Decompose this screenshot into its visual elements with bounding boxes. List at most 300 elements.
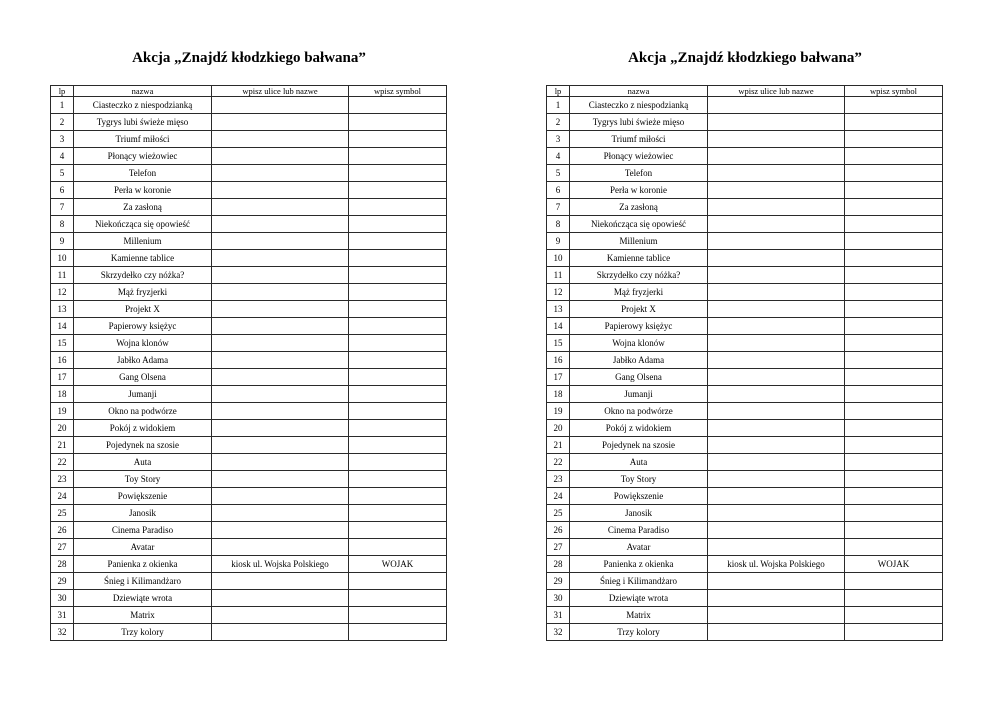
table-row	[547, 488, 943, 505]
street-answer-cell[interactable]	[212, 182, 349, 199]
row-number-cell: 13	[51, 301, 74, 318]
row-name-cell: Jabłko Adama	[74, 352, 212, 369]
symbol-answer-cell[interactable]	[845, 284, 943, 301]
street-answer-cell[interactable]	[212, 488, 349, 505]
table-row	[51, 267, 447, 284]
row-name-cell: Papierowy księżyc	[570, 318, 708, 335]
row-name-cell: Telefon	[570, 165, 708, 182]
row-name-cell: Auta	[74, 454, 212, 471]
row-name-cell: Tygrys lubi świeże mięso	[570, 114, 708, 131]
street-answer-cell[interactable]	[212, 539, 349, 556]
table-row	[51, 199, 447, 216]
symbol-answer-cell[interactable]	[349, 471, 447, 488]
symbol-answer-cell[interactable]	[845, 437, 943, 454]
row-number-cell: 1	[51, 97, 74, 114]
table-row	[51, 284, 447, 301]
street-answer-cell[interactable]	[212, 131, 349, 148]
street-answer-cell[interactable]	[708, 267, 845, 284]
table-row	[51, 352, 447, 369]
row-number-cell: 7	[547, 199, 570, 216]
row-name-cell: Powiększenie	[74, 488, 212, 505]
row-number-cell: 8	[51, 216, 74, 233]
row-name-cell: Jumanji	[74, 386, 212, 403]
symbol-answer-cell[interactable]: WOJAK	[349, 556, 447, 573]
table-row	[547, 454, 943, 471]
table-row	[51, 335, 447, 352]
symbol-answer-cell[interactable]	[349, 624, 447, 641]
table-row	[547, 403, 943, 420]
symbol-answer-cell[interactable]	[349, 607, 447, 624]
table-row	[51, 97, 447, 114]
street-answer-cell[interactable]	[708, 199, 845, 216]
table-row	[547, 148, 943, 165]
worksheet-title: Akcja „Znajdź kłodzkiego bałwana”	[628, 50, 862, 66]
street-answer-cell[interactable]	[212, 437, 349, 454]
row-number-cell: 19	[51, 403, 74, 420]
row-name-cell: Panienka z okienka	[570, 556, 708, 573]
table-row	[547, 131, 943, 148]
symbol-answer-cell[interactable]	[845, 352, 943, 369]
symbol-answer-cell[interactable]	[349, 114, 447, 131]
header-street: wpisz ulice lub nazwe	[212, 86, 349, 97]
row-name-cell: Kamienne tablice	[570, 250, 708, 267]
street-answer-cell[interactable]	[212, 573, 349, 590]
row-name-cell: Tygrys lubi świeże mięso	[74, 114, 212, 131]
row-number-cell: 20	[547, 420, 570, 437]
street-answer-cell[interactable]	[212, 607, 349, 624]
table-row	[51, 488, 447, 505]
table-row	[547, 114, 943, 131]
row-name-cell: Okno na podwórze	[570, 403, 708, 420]
street-answer-cell[interactable]	[212, 369, 349, 386]
symbol-answer-cell[interactable]	[349, 369, 447, 386]
row-name-cell: Skrzydełko czy nóżka?	[570, 267, 708, 284]
table-row	[51, 403, 447, 420]
header-name: nazwa	[570, 86, 708, 97]
symbol-answer-cell[interactable]	[845, 505, 943, 522]
row-name-cell: Toy Story	[74, 471, 212, 488]
row-name-cell: Janosik	[570, 505, 708, 522]
table-row	[51, 590, 447, 607]
symbol-answer-cell[interactable]	[349, 335, 447, 352]
symbol-answer-cell[interactable]	[349, 233, 447, 250]
row-number-cell: 2	[51, 114, 74, 131]
street-answer-cell[interactable]	[708, 182, 845, 199]
symbol-answer-cell[interactable]	[349, 573, 447, 590]
table-row	[547, 573, 943, 590]
street-answer-cell[interactable]	[708, 284, 845, 301]
street-answer-cell[interactable]	[212, 505, 349, 522]
street-answer-cell[interactable]	[212, 403, 349, 420]
symbol-answer-cell[interactable]	[349, 539, 447, 556]
symbol-answer-cell[interactable]	[349, 403, 447, 420]
row-name-cell: Telefon	[74, 165, 212, 182]
symbol-answer-cell[interactable]	[845, 165, 943, 182]
table-row	[51, 233, 447, 250]
row-number-cell: 15	[51, 335, 74, 352]
symbol-answer-cell[interactable]	[845, 97, 943, 114]
table-row	[547, 471, 943, 488]
row-number-cell: 5	[547, 165, 570, 182]
street-answer-cell[interactable]	[212, 318, 349, 335]
symbol-answer-cell[interactable]	[845, 573, 943, 590]
row-name-cell: Auta	[570, 454, 708, 471]
row-number-cell: 25	[547, 505, 570, 522]
row-name-cell: Toy Story	[570, 471, 708, 488]
table-row	[547, 386, 943, 403]
table-body	[51, 97, 447, 641]
row-number-cell: 3	[547, 131, 570, 148]
table-row	[51, 539, 447, 556]
row-number-cell: 1	[547, 97, 570, 114]
symbol-answer-cell[interactable]	[845, 369, 943, 386]
street-answer-cell[interactable]	[708, 471, 845, 488]
row-number-cell: 4	[547, 148, 570, 165]
street-answer-cell[interactable]	[708, 624, 845, 641]
row-name-cell: Jabłko Adama	[570, 352, 708, 369]
row-name-cell: Trzy kolory	[570, 624, 708, 641]
street-answer-cell[interactable]	[708, 97, 845, 114]
row-name-cell: Matrix	[570, 607, 708, 624]
symbol-answer-cell[interactable]	[845, 607, 943, 624]
row-number-cell: 24	[547, 488, 570, 505]
row-name-cell: Okno na podwórze	[74, 403, 212, 420]
table-row	[51, 437, 447, 454]
street-answer-cell[interactable]	[708, 216, 845, 233]
symbol-answer-cell[interactable]	[845, 182, 943, 199]
symbol-answer-cell[interactable]	[845, 267, 943, 284]
row-name-cell: Kamienne tablice	[74, 250, 212, 267]
symbol-answer-cell[interactable]	[349, 267, 447, 284]
table-row	[51, 420, 447, 437]
street-answer-cell[interactable]	[212, 97, 349, 114]
row-name-cell: Wojna klonów	[74, 335, 212, 352]
symbol-answer-cell[interactable]	[845, 233, 943, 250]
row-name-cell: Płonący wieżowiec	[570, 148, 708, 165]
table-row	[51, 165, 447, 182]
row-number-cell: 31	[547, 607, 570, 624]
symbol-answer-cell[interactable]	[349, 505, 447, 522]
row-name-cell: Perła w koronie	[74, 182, 212, 199]
row-number-cell: 32	[547, 624, 570, 641]
row-name-cell: Avatar	[570, 539, 708, 556]
street-answer-cell[interactable]	[708, 131, 845, 148]
row-number-cell: 12	[51, 284, 74, 301]
row-number-cell: 25	[51, 505, 74, 522]
street-answer-cell[interactable]: kiosk ul. Wojska Polskiego	[708, 556, 845, 573]
table-row	[51, 216, 447, 233]
table-row	[51, 522, 447, 539]
row-number-cell: 32	[51, 624, 74, 641]
symbol-answer-cell[interactable]	[845, 403, 943, 420]
table-row	[547, 199, 943, 216]
street-answer-cell[interactable]	[212, 216, 349, 233]
street-answer-cell[interactable]	[212, 471, 349, 488]
symbol-answer-cell[interactable]	[845, 420, 943, 437]
street-answer-cell[interactable]	[212, 284, 349, 301]
symbol-answer-cell[interactable]	[349, 437, 447, 454]
street-answer-cell[interactable]	[212, 522, 349, 539]
row-number-cell: 11	[547, 267, 570, 284]
row-name-cell: Za zasłoną	[74, 199, 212, 216]
street-answer-cell[interactable]	[708, 522, 845, 539]
row-number-cell: 26	[547, 522, 570, 539]
symbol-answer-cell[interactable]	[349, 352, 447, 369]
table-row	[547, 607, 943, 624]
row-number-cell: 21	[547, 437, 570, 454]
header-name: nazwa	[74, 86, 212, 97]
symbol-answer-cell[interactable]	[845, 301, 943, 318]
street-answer-cell[interactable]	[708, 335, 845, 352]
table-row	[51, 556, 447, 573]
street-answer-cell[interactable]	[212, 590, 349, 607]
row-name-cell: Pokój z widokiem	[74, 420, 212, 437]
street-answer-cell[interactable]	[708, 488, 845, 505]
street-answer-cell[interactable]	[708, 148, 845, 165]
row-number-cell: 27	[547, 539, 570, 556]
row-number-cell: 5	[51, 165, 74, 182]
table-row	[51, 131, 447, 148]
symbol-answer-cell[interactable]	[845, 250, 943, 267]
street-answer-cell[interactable]	[708, 301, 845, 318]
street-answer-cell[interactable]	[708, 114, 845, 131]
street-answer-cell[interactable]	[212, 301, 349, 318]
table-row	[547, 437, 943, 454]
symbol-answer-cell[interactable]	[349, 522, 447, 539]
row-number-cell: 8	[547, 216, 570, 233]
table-row	[51, 301, 447, 318]
row-name-cell: Trzy kolory	[74, 624, 212, 641]
table-row	[547, 267, 943, 284]
symbol-answer-cell[interactable]	[845, 335, 943, 352]
row-name-cell: Śnieg i Kilimandżaro	[74, 573, 212, 590]
row-number-cell: 21	[51, 437, 74, 454]
symbol-answer-cell[interactable]	[845, 199, 943, 216]
header-lp: lp	[547, 86, 570, 97]
street-answer-cell[interactable]	[708, 437, 845, 454]
table-header-row	[547, 86, 943, 97]
row-number-cell: 30	[547, 590, 570, 607]
table-row	[51, 607, 447, 624]
symbol-answer-cell[interactable]	[349, 301, 447, 318]
row-name-cell: Śnieg i Kilimandżaro	[570, 573, 708, 590]
street-answer-cell[interactable]	[708, 386, 845, 403]
symbol-answer-cell[interactable]	[349, 148, 447, 165]
symbol-answer-cell[interactable]: WOJAK	[845, 556, 943, 573]
row-name-cell: Pojedynek na szosie	[74, 437, 212, 454]
symbol-answer-cell[interactable]	[845, 471, 943, 488]
symbol-answer-cell[interactable]	[349, 488, 447, 505]
row-name-cell: Płonący wieżowiec	[74, 148, 212, 165]
symbol-answer-cell[interactable]	[845, 318, 943, 335]
table-row	[547, 369, 943, 386]
symbol-answer-cell[interactable]	[349, 454, 447, 471]
table-row	[51, 250, 447, 267]
row-name-cell: Skrzydełko czy nóżka?	[74, 267, 212, 284]
row-number-cell: 13	[547, 301, 570, 318]
row-name-cell: Powiększenie	[570, 488, 708, 505]
street-answer-cell[interactable]	[708, 454, 845, 471]
symbol-answer-cell[interactable]	[845, 624, 943, 641]
street-answer-cell[interactable]: kiosk ul. Wojska Polskiego	[212, 556, 349, 573]
symbol-answer-cell[interactable]	[845, 386, 943, 403]
table-row	[547, 318, 943, 335]
street-answer-cell[interactable]	[212, 114, 349, 131]
row-number-cell: 28	[547, 556, 570, 573]
street-answer-cell[interactable]	[708, 165, 845, 182]
table-row	[547, 182, 943, 199]
symbol-answer-cell[interactable]	[845, 114, 943, 131]
row-number-cell: 26	[51, 522, 74, 539]
row-name-cell: Cinema Paradiso	[74, 522, 212, 539]
street-answer-cell[interactable]	[212, 352, 349, 369]
row-name-cell: Gang Olsena	[74, 369, 212, 386]
symbol-answer-cell[interactable]	[845, 522, 943, 539]
row-name-cell: Triumf miłości	[570, 131, 708, 148]
table-header-row	[51, 86, 447, 97]
header-lp: lp	[51, 86, 74, 97]
row-name-cell: Avatar	[74, 539, 212, 556]
row-name-cell: Millenium	[74, 233, 212, 250]
table-row	[547, 590, 943, 607]
symbol-answer-cell[interactable]	[349, 199, 447, 216]
symbol-answer-cell[interactable]	[349, 420, 447, 437]
symbol-answer-cell[interactable]	[845, 488, 943, 505]
row-name-cell: Janosik	[74, 505, 212, 522]
symbol-answer-cell[interactable]	[349, 284, 447, 301]
symbol-answer-cell[interactable]	[349, 318, 447, 335]
table-row	[547, 624, 943, 641]
row-name-cell: Ciasteczko z niespodzianką	[570, 97, 708, 114]
symbol-answer-cell[interactable]	[349, 216, 447, 233]
row-number-cell: 18	[547, 386, 570, 403]
row-number-cell: 3	[51, 131, 74, 148]
table-body	[547, 97, 943, 641]
street-answer-cell[interactable]	[708, 403, 845, 420]
row-number-cell: 10	[51, 250, 74, 267]
row-name-cell: Wojna klonów	[570, 335, 708, 352]
row-number-cell: 4	[51, 148, 74, 165]
table-row	[51, 624, 447, 641]
street-answer-cell[interactable]	[212, 148, 349, 165]
street-answer-cell[interactable]	[212, 386, 349, 403]
row-number-cell: 17	[547, 369, 570, 386]
row-number-cell: 10	[547, 250, 570, 267]
table-row	[51, 114, 447, 131]
row-number-cell: 12	[547, 284, 570, 301]
answer-table	[50, 85, 447, 641]
row-name-cell: Mąż fryzjerki	[74, 284, 212, 301]
street-answer-cell[interactable]	[708, 539, 845, 556]
row-number-cell: 9	[547, 233, 570, 250]
street-answer-cell[interactable]	[708, 573, 845, 590]
row-name-cell: Papierowy księżyc	[74, 318, 212, 335]
row-number-cell: 14	[547, 318, 570, 335]
symbol-answer-cell[interactable]	[845, 590, 943, 607]
header-symbol: wpisz symbol	[349, 86, 447, 97]
row-name-cell: Jumanji	[570, 386, 708, 403]
symbol-answer-cell[interactable]	[845, 131, 943, 148]
row-number-cell: 24	[51, 488, 74, 505]
row-name-cell: Gang Olsena	[570, 369, 708, 386]
symbol-answer-cell[interactable]	[349, 182, 447, 199]
row-number-cell: 28	[51, 556, 74, 573]
street-answer-cell[interactable]	[708, 420, 845, 437]
row-number-cell: 31	[51, 607, 74, 624]
symbol-answer-cell[interactable]	[349, 386, 447, 403]
symbol-answer-cell[interactable]	[349, 131, 447, 148]
table-row	[51, 471, 447, 488]
row-name-cell: Dziewiąte wrota	[74, 590, 212, 607]
table-row	[547, 97, 943, 114]
street-answer-cell[interactable]	[212, 233, 349, 250]
street-answer-cell[interactable]	[708, 607, 845, 624]
row-name-cell: Pokój z widokiem	[570, 420, 708, 437]
symbol-answer-cell[interactable]	[349, 97, 447, 114]
table-row	[51, 386, 447, 403]
row-number-cell: 15	[547, 335, 570, 352]
street-answer-cell[interactable]	[212, 250, 349, 267]
table-row	[547, 216, 943, 233]
symbol-answer-cell[interactable]	[349, 165, 447, 182]
row-name-cell: Millenium	[570, 233, 708, 250]
symbol-answer-cell[interactable]	[845, 148, 943, 165]
table-row	[51, 148, 447, 165]
table-row	[547, 335, 943, 352]
street-answer-cell[interactable]	[212, 335, 349, 352]
table-row	[547, 284, 943, 301]
row-number-cell: 7	[51, 199, 74, 216]
street-answer-cell[interactable]	[212, 624, 349, 641]
row-name-cell: Cinema Paradiso	[570, 522, 708, 539]
street-answer-cell[interactable]	[708, 590, 845, 607]
row-number-cell: 2	[547, 114, 570, 131]
street-answer-cell[interactable]	[212, 165, 349, 182]
street-answer-cell[interactable]	[708, 505, 845, 522]
table-row	[547, 420, 943, 437]
row-number-cell: 30	[51, 590, 74, 607]
row-number-cell: 6	[547, 182, 570, 199]
street-answer-cell[interactable]	[708, 352, 845, 369]
street-answer-cell[interactable]	[708, 233, 845, 250]
street-answer-cell[interactable]	[212, 454, 349, 471]
street-answer-cell[interactable]	[708, 250, 845, 267]
symbol-answer-cell[interactable]	[845, 454, 943, 471]
worksheet-title: Akcja „Znajdź kłodzkiego bałwana”	[132, 50, 366, 66]
street-answer-cell[interactable]	[212, 199, 349, 216]
table-row	[547, 505, 943, 522]
row-number-cell: 23	[51, 471, 74, 488]
header-street: wpisz ulice lub nazwe	[708, 86, 845, 97]
row-name-cell: Za zasłoną	[570, 199, 708, 216]
row-name-cell: Dziewiąte wrota	[570, 590, 708, 607]
street-answer-cell[interactable]	[708, 318, 845, 335]
street-answer-cell[interactable]	[708, 369, 845, 386]
symbol-answer-cell[interactable]	[349, 590, 447, 607]
street-answer-cell[interactable]	[212, 420, 349, 437]
street-answer-cell[interactable]	[212, 267, 349, 284]
symbol-answer-cell[interactable]	[349, 250, 447, 267]
row-name-cell: Mąż fryzjerki	[570, 284, 708, 301]
row-name-cell: Projekt X	[74, 301, 212, 318]
row-name-cell: Niekończąca się opowieść	[74, 216, 212, 233]
header-symbol: wpisz symbol	[845, 86, 943, 97]
table-row	[547, 250, 943, 267]
row-number-cell: 29	[51, 573, 74, 590]
table-row	[51, 318, 447, 335]
symbol-answer-cell[interactable]	[845, 216, 943, 233]
symbol-answer-cell[interactable]	[845, 539, 943, 556]
